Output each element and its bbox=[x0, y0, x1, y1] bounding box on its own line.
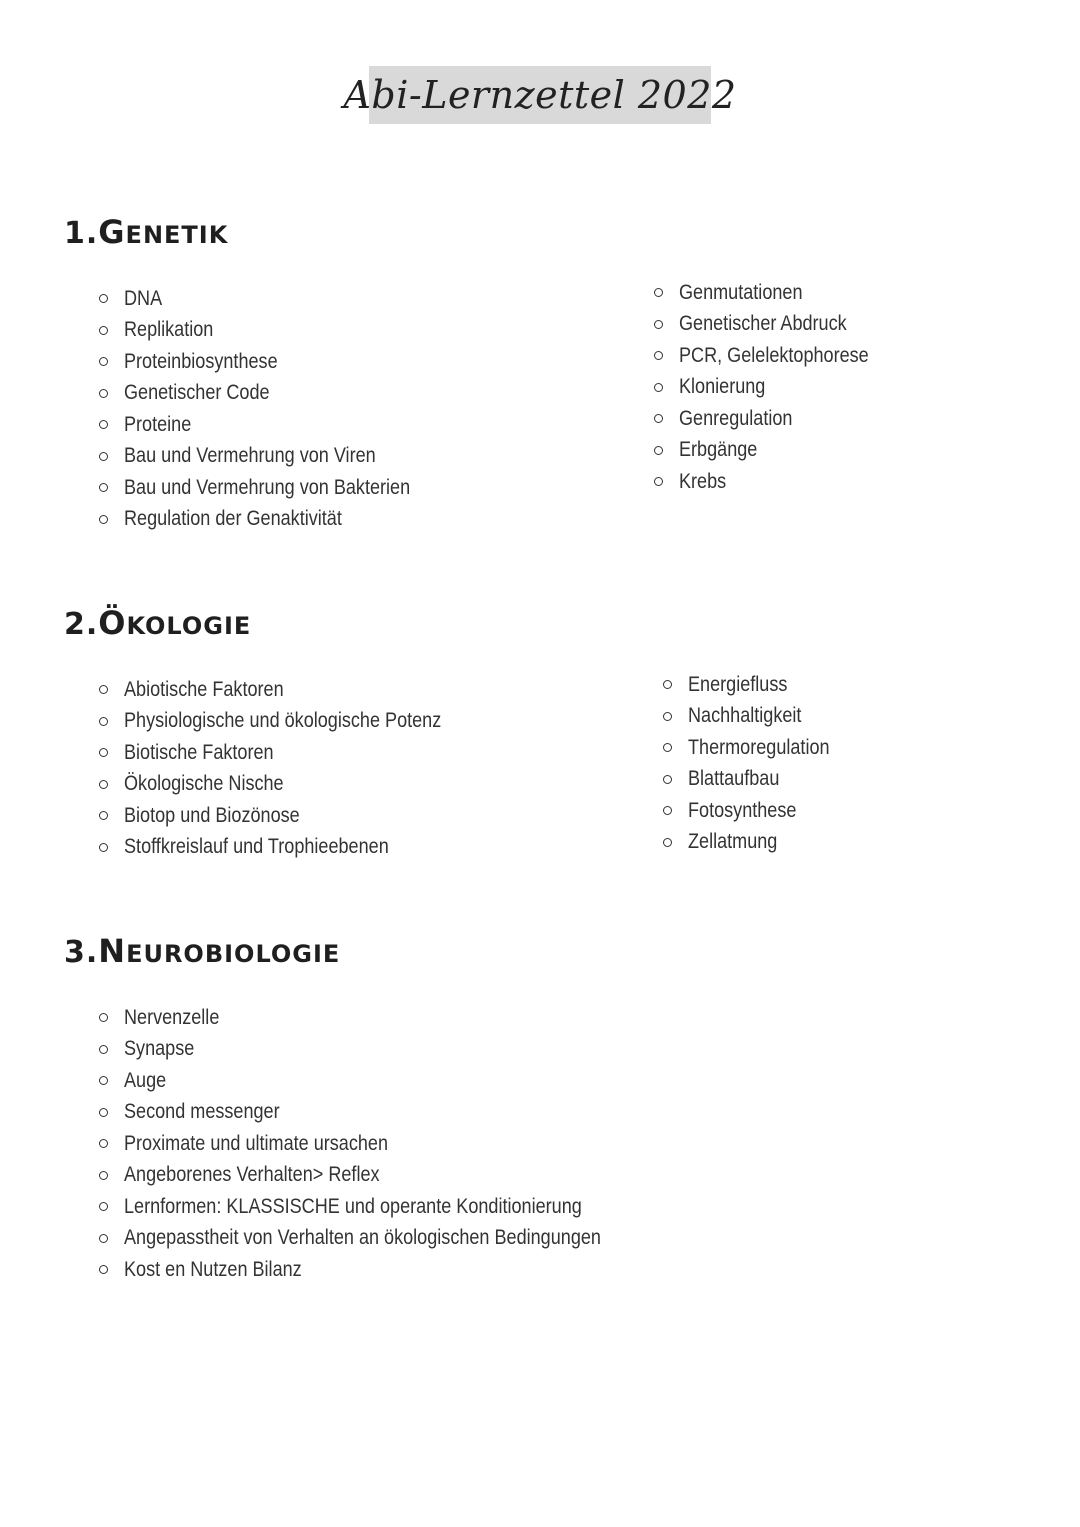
list-item-label: Lernformen: KLASSISCHE und operante Konditionierung bbox=[124, 1194, 582, 1218]
list-item bbox=[99, 769, 493, 801]
list-item-label: Energiefluss bbox=[688, 672, 788, 696]
bullet-icon bbox=[99, 811, 108, 820]
heading-number: 3. bbox=[64, 935, 99, 970]
list-item-label: Zellatmung bbox=[688, 830, 778, 854]
genetik-list-right bbox=[654, 277, 900, 498]
neurobiologie-list bbox=[99, 1002, 679, 1286]
list-item bbox=[99, 346, 457, 378]
bullet-icon bbox=[99, 748, 108, 757]
bullet-icon bbox=[663, 680, 672, 689]
list-item-label: Biotop und Biozönose bbox=[124, 803, 300, 827]
bullet-icon bbox=[654, 414, 663, 423]
heading-number: 1. bbox=[64, 216, 99, 251]
list-item bbox=[99, 1160, 679, 1192]
bullet-icon bbox=[99, 1234, 108, 1243]
oekologie-list-left bbox=[99, 674, 493, 863]
list-item bbox=[99, 1191, 679, 1223]
section-heading-genetik bbox=[64, 213, 228, 251]
list-item-label: Synapse bbox=[124, 1037, 195, 1061]
list-item bbox=[654, 340, 900, 372]
list-item-label: Proteine bbox=[124, 412, 192, 436]
heading-rest: ENETIK bbox=[125, 221, 229, 249]
list-item bbox=[99, 1002, 679, 1034]
list-item-label: Physiologische und ökologische Potenz bbox=[124, 709, 442, 733]
list-item bbox=[99, 737, 493, 769]
list-item-label: Krebs bbox=[679, 469, 727, 493]
list-item bbox=[654, 466, 900, 498]
list-item-label: Genregulation bbox=[679, 406, 793, 430]
list-item-label: Auge bbox=[124, 1068, 167, 1092]
section-heading-oekologie bbox=[64, 604, 251, 642]
bullet-icon bbox=[654, 351, 663, 360]
list-item-label: Kost en Nutzen Bilanz bbox=[124, 1257, 302, 1281]
list-item bbox=[99, 441, 457, 473]
list-item bbox=[99, 1065, 679, 1097]
list-item-label: Biotische Faktoren bbox=[124, 740, 274, 764]
list-item bbox=[663, 827, 853, 859]
bullet-icon bbox=[99, 1139, 108, 1148]
list-item bbox=[99, 378, 457, 410]
list-item-label: Nachhaltigkeit bbox=[688, 704, 802, 728]
list-item bbox=[654, 403, 900, 435]
list-item-label: Second messenger bbox=[124, 1100, 280, 1124]
bullet-icon bbox=[99, 389, 108, 398]
bullet-icon bbox=[99, 326, 108, 335]
list-item bbox=[663, 795, 853, 827]
bullet-icon bbox=[99, 1108, 108, 1117]
list-item bbox=[654, 435, 900, 467]
bullet-icon bbox=[663, 806, 672, 815]
bullet-icon bbox=[99, 294, 108, 303]
list-item bbox=[99, 409, 457, 441]
bullet-icon bbox=[99, 452, 108, 461]
list-item bbox=[654, 277, 900, 309]
list-item-label: Proteinbiosynthese bbox=[124, 349, 278, 373]
list-item bbox=[99, 1097, 679, 1129]
list-item bbox=[99, 283, 457, 315]
list-item-label: Replikation bbox=[124, 318, 214, 342]
list-item bbox=[99, 1034, 679, 1066]
bullet-icon bbox=[99, 717, 108, 726]
list-item-label: Angepasstheit von Verhalten an ökologischen Bedingungen bbox=[124, 1226, 601, 1250]
bullet-icon bbox=[654, 477, 663, 486]
list-item bbox=[99, 1128, 679, 1160]
list-item bbox=[99, 1254, 679, 1286]
bullet-icon bbox=[654, 383, 663, 392]
bullet-icon bbox=[99, 1265, 108, 1274]
list-item-label: Bau und Vermehrung von Viren bbox=[124, 444, 376, 468]
list-item-label: Genmutationen bbox=[679, 280, 803, 304]
list-item bbox=[654, 372, 900, 404]
list-item-label: Abiotische Faktoren bbox=[124, 677, 284, 701]
list-item bbox=[663, 764, 853, 796]
list-item-label: Genetischer Abdruck bbox=[679, 312, 847, 336]
bullet-icon bbox=[99, 1202, 108, 1211]
bullet-icon bbox=[99, 357, 108, 366]
list-item-label: Ökologische Nische bbox=[124, 772, 284, 796]
list-item-label: Genetischer Code bbox=[124, 381, 270, 405]
list-item-label: PCR, Gelelektophorese bbox=[679, 343, 869, 367]
bullet-icon bbox=[654, 320, 663, 329]
heading-number: 2. bbox=[64, 607, 99, 642]
bullet-icon bbox=[99, 483, 108, 492]
list-item bbox=[99, 315, 457, 347]
bullet-icon bbox=[654, 288, 663, 297]
bullet-icon bbox=[663, 838, 672, 847]
bullet-icon bbox=[654, 446, 663, 455]
list-item bbox=[99, 832, 493, 864]
bullet-icon bbox=[99, 780, 108, 789]
list-item-label: Fotosynthese bbox=[688, 798, 797, 822]
bullet-icon bbox=[99, 420, 108, 429]
heading-initial: G bbox=[98, 213, 126, 251]
list-item-label: Nervenzelle bbox=[124, 1005, 220, 1029]
list-item bbox=[654, 309, 900, 341]
title-box bbox=[343, 66, 737, 124]
list-item bbox=[99, 706, 493, 738]
list-item-label: Blattaufbau bbox=[688, 767, 780, 791]
bullet-icon bbox=[99, 1076, 108, 1085]
list-item bbox=[663, 732, 853, 764]
bullet-icon bbox=[663, 712, 672, 721]
list-item bbox=[99, 1223, 679, 1255]
oekologie-list-right bbox=[663, 669, 853, 858]
bullet-icon bbox=[99, 685, 108, 694]
heading-initial: N bbox=[98, 932, 127, 970]
bullet-icon bbox=[99, 1171, 108, 1180]
bullet-icon bbox=[99, 1045, 108, 1054]
list-item-label: Stoffkreislauf und Trophieebenen bbox=[124, 835, 389, 859]
list-item-label: Regulation der Genaktivität bbox=[124, 507, 342, 531]
list-item-label: Erbgänge bbox=[679, 438, 758, 462]
list-item bbox=[99, 674, 493, 706]
bullet-icon bbox=[99, 515, 108, 524]
list-item-label: DNA bbox=[124, 286, 163, 310]
page-title: Abi-Lernzettel 2022 bbox=[343, 73, 737, 117]
list-item bbox=[99, 800, 493, 832]
heading-rest: KOLOGIE bbox=[126, 612, 252, 640]
section-heading-neurobiologie bbox=[64, 932, 340, 970]
list-item bbox=[99, 504, 457, 536]
bullet-icon bbox=[99, 1013, 108, 1022]
list-item-label: Klonierung bbox=[679, 375, 766, 399]
list-item-label: Angeborenes Verhalten> Reflex bbox=[124, 1163, 380, 1187]
bullet-icon bbox=[663, 775, 672, 784]
heading-rest: EUROBIOLOGIE bbox=[126, 940, 341, 968]
heading-initial: Ö bbox=[98, 604, 127, 642]
list-item-label: Proximate und ultimate ursachen bbox=[124, 1131, 389, 1155]
bullet-icon bbox=[99, 843, 108, 852]
list-item bbox=[663, 669, 853, 701]
list-item-label: Bau und Vermehrung von Bakterien bbox=[124, 475, 411, 499]
list-item-label: Thermoregulation bbox=[688, 735, 830, 759]
list-item bbox=[663, 701, 853, 733]
genetik-list-left bbox=[99, 283, 457, 535]
list-item bbox=[99, 472, 457, 504]
bullet-icon bbox=[663, 743, 672, 752]
